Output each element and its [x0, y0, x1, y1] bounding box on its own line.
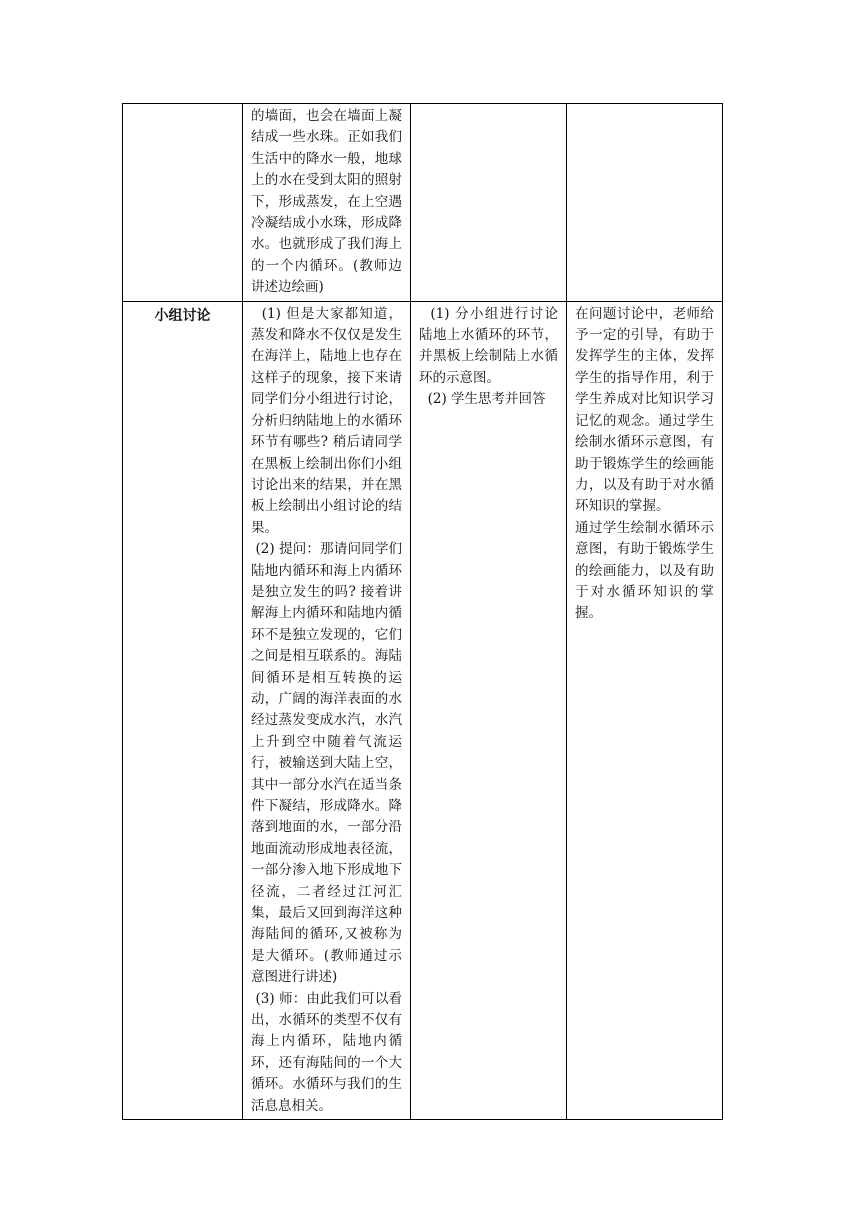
teacher-paragraph: 的墙面，也会在墙面上凝结成一些水珠。正如我们生活中的降水一般，地球上的水在受到太阳的照射下，形成蒸发，在上空遇冷凝结成小水珠，形成降水。也就形成了我们海上的一个内循环。(教师边讲述边绘画) — [251, 108, 402, 296]
intent-paragraph: 在问题讨论中，老师给予一定的引导，有助于发挥学生的主体，发挥学生的指导作用，利于学生养成对比知识学习记忆的观念。通过学生绘制水循环示意图，有助于锻炼学生的绘画能力，以及有助于对水循环知识的掌握。 — [575, 305, 714, 515]
teacher-paragraph: (3) 师：由此我们可以看出，水循环的类型不仅有海上内循环，陆地内循环，还有海陆间的一个大循环。水循环与我们的生活息息相关。 — [251, 990, 403, 1114]
design-intent-cell — [567, 104, 723, 302]
intent-paragraph: 通过学生绘制水循环示意图，有助于锻炼学生的绘画能力，以及有助于对水循环知识的掌握。 — [575, 519, 714, 622]
teacher-activity-cell — [243, 301, 411, 1119]
table-row — [123, 104, 723, 302]
table-row — [123, 301, 723, 1119]
student-activity-cell — [411, 104, 567, 302]
student-activity-cell — [411, 301, 567, 1119]
design-intent-cell — [567, 301, 723, 1119]
teacher-paragraph: (1) 但是大家都知道，蒸发和降水不仅仅是发生在海洋上，陆地上也存在这样子的现象，接下来请同学们分小组进行讨论，分析归纳陆地上的水循环环节有哪些? 稍后请同学在黑板上绘制出你们小组讨论出来的结果，并在黑板上绘制出小组讨论的结果。 — [251, 305, 402, 536]
lesson-plan-table — [122, 103, 723, 1120]
stage-cell — [123, 104, 243, 302]
student-paragraph: (2) 学生思考并回答 — [419, 391, 546, 408]
stage-cell: 小组讨论 — [123, 301, 243, 1119]
teacher-paragraph: (2) 提问：那请问同学们陆地内循环和海上内循环是独立发生的吗? 接着讲解海上内循环和陆地内循环不是独立发现的，它们之间是相互联系的。海陆间循环是相互转换的运动，广阔的海洋表面的水经过蒸发变成水汽，水汽上升到空中随着气流运行，被输送到大陆上空，其中一部分水汽在适当条件下凝结，形成降水。降落到地面的水，一部分沿地面流动形成地表径流，一部分渗入地下形成地下径流，二者经过江河汇集，最后又回到海洋这种海陆间的循环,又被称为是大循环。(教师通过示意图进行讲述) — [251, 541, 403, 986]
teacher-activity-cell — [243, 104, 411, 302]
student-paragraph: (1) 分小组进行讨论陆地上水循环的环节，并黑板上绘制陆上水循环的示意图。 — [419, 305, 558, 386]
